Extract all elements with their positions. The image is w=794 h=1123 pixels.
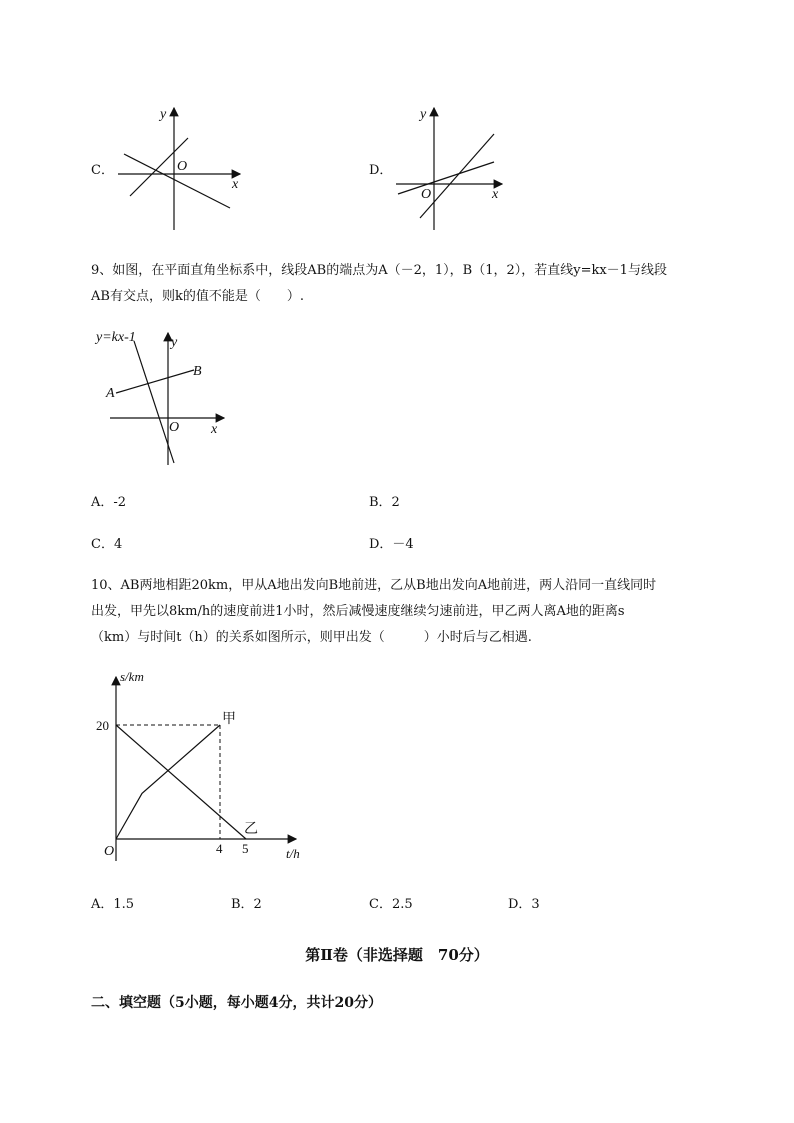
line-2 [420, 134, 494, 218]
q9-figure [90, 325, 240, 475]
series-label-yi: 乙 [244, 822, 258, 837]
x-label: x [211, 422, 218, 437]
section-subtitle: 二、填空题（5小题，每小题4分，共计20分） [91, 995, 382, 1011]
q9-option-c: C．4 [91, 537, 123, 552]
line-label: y=kx-1 [96, 330, 136, 345]
q10-option-c: C．2.5 [369, 897, 413, 912]
q9-stem-line2: AB有交点，则k的值不能是（ ）. [91, 289, 304, 304]
q10-option-a: A．1.5 [91, 897, 135, 912]
graph-option-c [110, 100, 250, 235]
y-label: y [160, 107, 167, 122]
q10-distance-time-chart [88, 665, 318, 865]
graph-option-d [390, 100, 510, 235]
option-d-label: D． [369, 163, 393, 178]
q9-option-b: B．2 [369, 495, 400, 510]
q10-stem-line3: （km）与时间t（h）的关系如图所示，则甲出发（ ）小时后与乙相遇. [91, 630, 532, 645]
y-label: y [171, 335, 178, 350]
x-label: x [232, 177, 239, 192]
origin-label: O [177, 159, 188, 174]
point-a-label: A [106, 386, 115, 401]
q10-option-b: B．2 [231, 897, 262, 912]
series-label-jia: 甲 [222, 712, 236, 727]
q9-option-a: A．-2 [91, 495, 127, 510]
origin-label: O [169, 420, 180, 435]
x-tick-5: 5 [242, 841, 249, 856]
origin-label: O [104, 844, 115, 859]
x-label: x [492, 187, 499, 202]
section-title: 第Ⅱ卷（非选择题 70分） [305, 946, 489, 964]
y-axis-label: s/km [120, 669, 144, 684]
segment-ab [116, 370, 194, 393]
q9-option-d: D．－4 [369, 537, 414, 552]
y-label: y [420, 107, 427, 122]
q10-stem-line2: 出发，甲先以8km/h的速度前进1小时，然后减慢速度继续匀速前进，甲乙两人离A地的距离s [91, 604, 625, 619]
series-line-1 [116, 725, 246, 839]
point-b-label: B [193, 364, 202, 379]
q10-option-d: D．3 [508, 897, 540, 912]
origin-label: O [421, 187, 432, 202]
q9-stem-line1: 9、如图，在平面直角坐标系中，线段AB的端点为A（－2，1），B（1，2），若直线y=kx－1与线段 [91, 263, 667, 278]
x-tick-4: 4 [216, 841, 223, 856]
y-tick-20: 20 [96, 718, 109, 733]
q10-stem-line1: 10、AB两地相距20km，甲从A地出发向B地前进，乙从B地出发向A地前进，两人沿同一直线同时 [91, 578, 657, 593]
option-c-label: C． [91, 163, 114, 178]
x-axis-label: t/h [286, 846, 300, 861]
series-line-0 [116, 725, 220, 839]
